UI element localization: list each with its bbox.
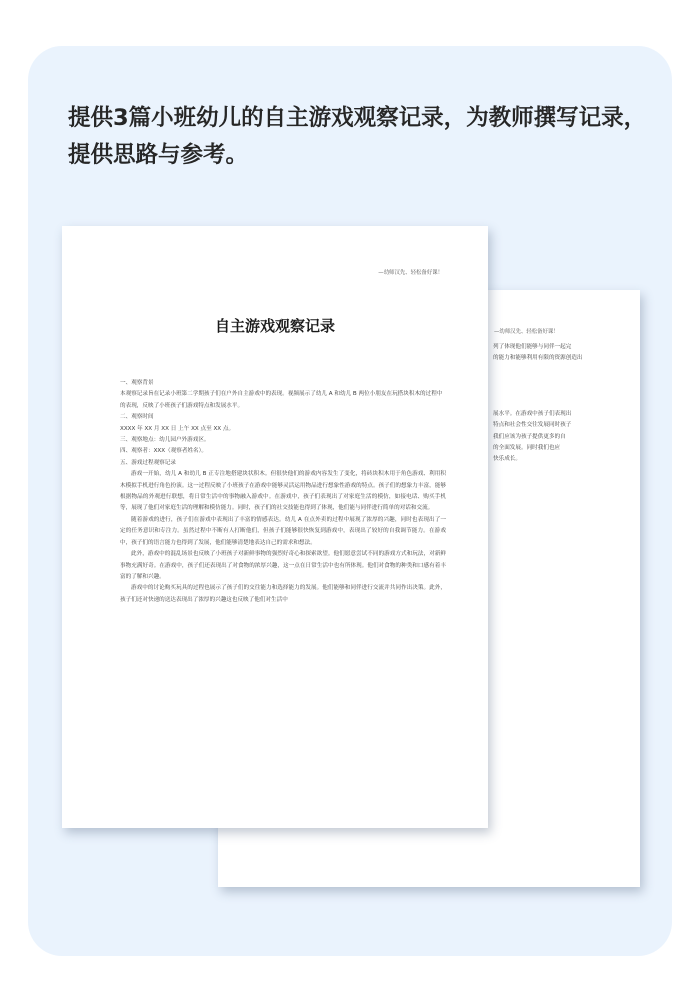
paragraph: 游戏一开始，幼儿 A 和幼儿 B 正专注地搭建块状积木。但很快他们的游戏内容发生了变化，将砖块积木用于角色游戏、利用积木模拟手机进行角色扮演。这一过程反映了小班孩子在游戏中能够灵活运用物品进行想象性游戏的特点。孩子们的想象力丰富，能够根据物品的外观进行联想，将日常生活中的事物融入游戏中。在游戏中，孩子们表现出了对家庭生活的模仿，如接电话、购买手机等，展现了他们对家庭生活的理解和模仿能力。同时，孩子们的社交技能也得到了体现，他们能与同伴进行简单的对话和交流。 [120,471,446,512]
section-heading: 一、观察背景 [120,380,154,386]
section-heading: 二、观察时间 [120,414,154,421]
back-line: 特点和社会性交往发展同时孩子 [493,422,572,429]
section-heading: 五、游戏过程观察记录 [120,459,176,466]
back-line: 快乐成长。 [493,455,521,462]
paragraph: 此外，游戏中的混乱场景也反映了小班孩子对新鲜事物的强烈好奇心和探索欲望。他们愿意尝试不同的游戏方式和玩法，对新鲜事物充满好奇。在游戏中，孩子们还表现出了对食物的浓厚兴趣，这一点在日常生活中也有所体现。他们对食物的种类和口感有着丰富的了解和兴趣。 [120,551,446,580]
back-line: 列了体现他们能够与同伴一起完 [493,344,572,350]
back-line: 的全面发展。同时我们也应 [493,444,561,451]
paragraph: 游戏中的讨论购买玩具的过程也展示了孩子们的交往能力和选择能力的发展。他们能够和同伴进行交流并共同作出决策。此外，孩子们还对快递的送达表现出了浓厚的兴趣这也反映了他们对生活中 [120,585,446,603]
section-text: 本观察记录旨在记录小班第二学期孩子们在户外自主游戏中的表现。视频展示了幼儿 A 和幼儿 B 两位小朋友在玩搭块积木的过程中的表现，反映了小班孩子们游戏特点和发展水平。 [120,391,443,409]
back-line: 我们应该为孩子提供更多的自 [493,433,566,440]
document-preview-front [62,226,488,828]
front-page-tagline: —幼师汉先、轻松备好课！ [378,270,443,276]
document-body [120,378,446,606]
back-page-tagline: —幼师汉先、轻松备好课！ [494,329,559,335]
back-line: 的能力和能够利用有限的资源创造出 [493,355,583,362]
section-heading: 四、观察者：XXX（观察者姓名）。 [120,448,208,455]
paragraph: 随着游戏的进行，孩子们在游戏中表现出了丰富的情感表达。幼儿 A 在点外卖的过程中展现了浓厚的兴趣，同时也表现出了一定的任务意识和专注力。虽然过程中不断有人打断他们，但孩子们能够很快恢复到游戏中，表现出了较好的自我调节能力。在游戏中，孩子们的语言能力也得到了发展，他们能够清楚地表达自己的需求和想法。 [120,516,446,546]
section-text: XXXX 年 XX 月 XX 日 上午 XX 点至 XX 点。 [120,425,235,432]
document-title: 自主游戏观察记录 [214,317,335,335]
back-line: 展水平。在游戏中孩子们表现出 [493,411,572,418]
page-heading: 提供3篇小班幼儿的自主游戏观察记录，为教师撰写记录，提供思路与参考。 [68,105,647,168]
section-heading: 三、观察地点：幼儿园户外游戏区。 [120,437,210,444]
back-page-text [493,342,625,465]
